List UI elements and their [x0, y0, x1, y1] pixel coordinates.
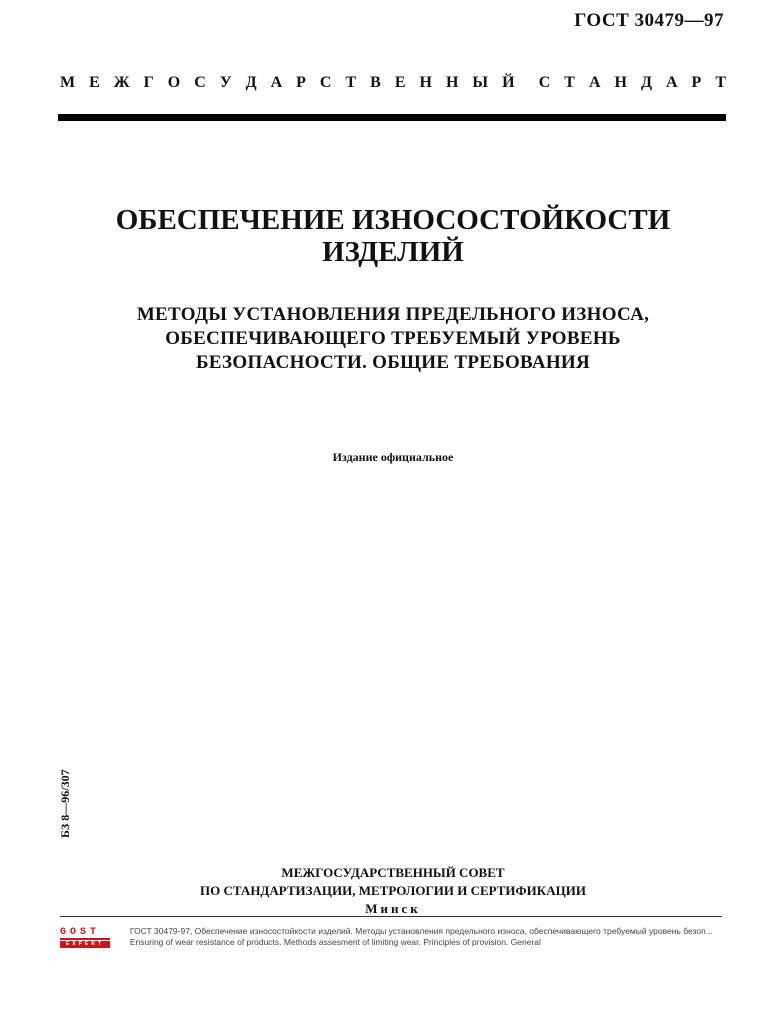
- publisher-line-2: ПО СТАНДАРТИЗАЦИИ, МЕТРОЛОГИИ И СЕРТИФИКАЦИИ: [200, 883, 586, 898]
- series-word: С Т А Н Д А Р Т: [538, 74, 726, 91]
- series-word: М Е Ж Г О С У Д А Р С Т В Е Н Н Ы Й: [60, 74, 515, 91]
- publisher-city: Минск: [365, 901, 421, 916]
- footer: [60, 926, 758, 950]
- footer-line-english: Ensuring of wear resistance of products. Methods assesment of limiting wear. Principles of provision. General: [129, 937, 541, 947]
- title-line-2: ИЗДЕЛИЙ: [322, 236, 464, 268]
- edition-label: Издание официальное: [332, 450, 454, 464]
- series-heading: [60, 74, 726, 92]
- series-heading-text: [60, 74, 726, 92]
- gost-expert-logo[interactable]: [60, 928, 110, 950]
- header-rule: [58, 114, 726, 121]
- subtitle-line-2: ОБЕСПЕЧИВАЮЩЕГО ТРЕБУЕМЫЙ УРОВЕНЬ: [165, 328, 621, 349]
- document-code: ГОСТ 30479—97: [574, 10, 724, 31]
- publisher-line-1: МЕЖГОСУДАРСТВЕННЫЙ СОВЕТ: [281, 865, 505, 880]
- subtitle-line-1: МЕТОДЫ УСТАНОВЛЕНИЯ ПРЕДЕЛЬНОГО ИЗНОСА,: [136, 304, 650, 325]
- footer-line-russian: ГОСТ 30479-97, Обеспечение износостойкости изделий. Методы установления предельного износа, обеспечивающего требуемый уровень безоп...: [129, 926, 713, 936]
- title-line-1: ОБЕСПЕЧЕНИЕ ИЗНОСОСТОЙКОСТИ: [115, 204, 671, 236]
- logo-text-top: GOST: [60, 928, 110, 940]
- logo-text-bottom: EXPERT: [60, 941, 110, 948]
- document-title: [60, 204, 726, 268]
- footer-description: [130, 926, 758, 948]
- side-catalog-code: БЗ 8—96/307: [58, 769, 72, 838]
- document-subtitle: [60, 303, 726, 375]
- footer-rule: [60, 916, 722, 917]
- publisher-block: [60, 864, 726, 918]
- subtitle-line-3: БЕЗОПАСНОСТИ. ОБЩИЕ ТРЕБОВАНИЯ: [195, 352, 591, 373]
